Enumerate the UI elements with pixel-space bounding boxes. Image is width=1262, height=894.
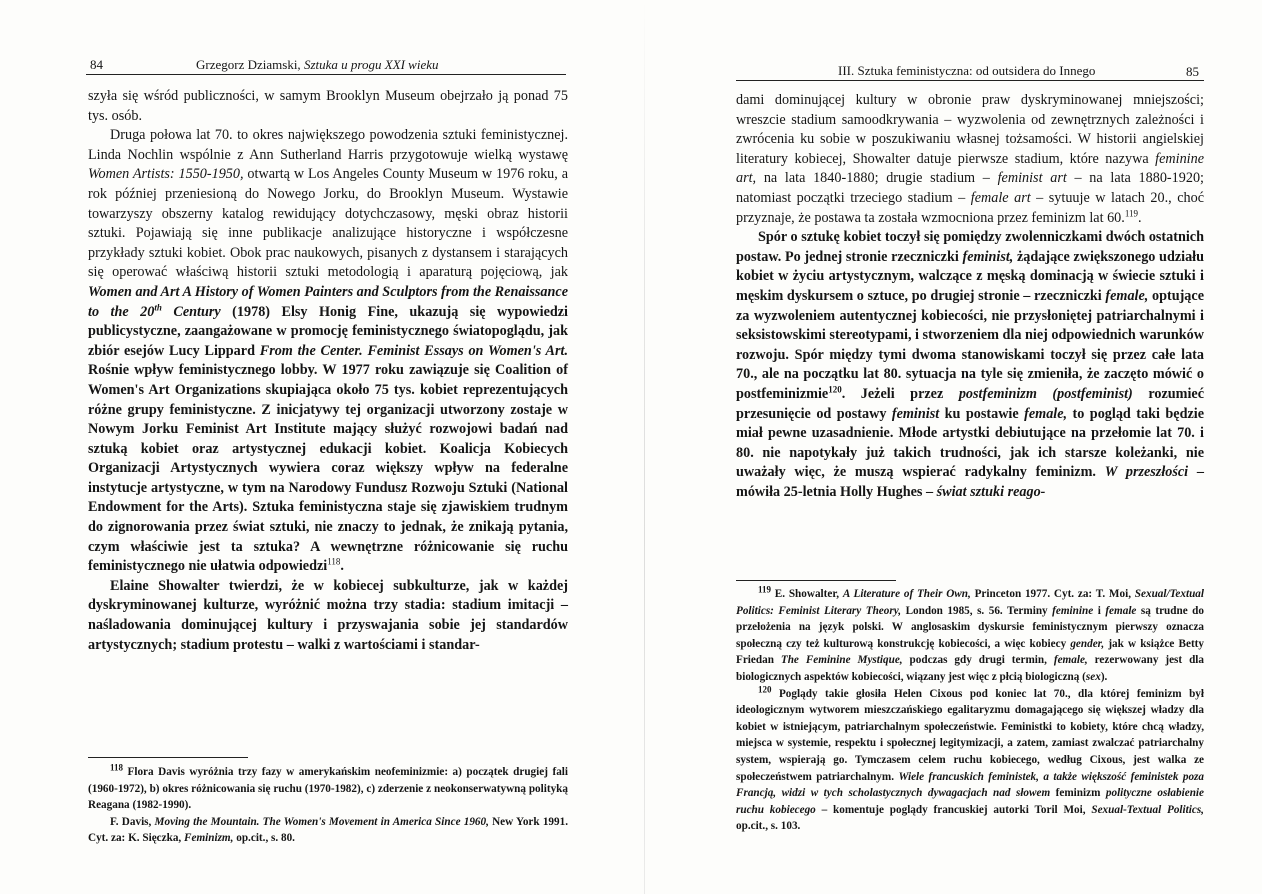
header-book-title: Sztuka u progu XXI wieku xyxy=(303,57,439,72)
right-page xyxy=(642,0,1262,894)
footnote-ref: 120 xyxy=(828,384,842,395)
footnote-118-ref: F. Davis, Moving the Mountain. The Women's Movement in America Since 1960, New York 1991. Cyt. za: K. Sięczka, Feminizm, op.cit., s. 80. xyxy=(88,815,568,845)
paragraph: Elaine Showalter twierdzi, że w kobiecej subkulturze, jak w każdej dyskryminowanej kulturze, wyróżnić można trzy stadia: stadium imitacji – naśladowania dominującej kultury i przyswajania sobie jej standardów artystycznych; stadium protestu – walki z wartościami i standar- xyxy=(88,577,568,653)
paragraph: Druga połowa lat 70. to okres największego powodzenia sztuki feministycznej. Linda Nochlin wspólnie z Ann Sutherland Harris przygotowuje wielką wystawę Women Artists: 1550-1950, otwartą w Los Angeles County Museum w 1976 roku, a rok później przeniesioną do Nowego Jorku, do Brooklyn Museum. Wystawie towarzyszy obszerny katalog rewidujący dotychczasowy, męski obraz historii sztuki. Pojawiają się inne publikacje analizujące historyczne i współczesne przykłady sztuki kobiet. Obok prac naukowych, pisanych z dystansem i starających się operować właściwą historii sztuki metodologią i aparaturą pojęciową, jak Women and Art A History of Women Painters and Sculptors from the Renaissance to the 20th Century (1978) Elsy Honig Fine, ukazują się wypowiedzi publicystyczne, zaangażowane w promocję feministycznego światopoglądu, jak zbiór esejów Lucy Lippard From the Center. Feminist Essays on Women's Art. Rośnie wpływ feministycznego lobby. W 1977 roku zawiązuje się Coalition of Women's Art Organizations skupiająca około 75 tys. kobiet reprezentujących różne grupy feministyczne. Z inicjatywy tej organizacji utworzony zostaje w Nowym Jorku Feminist Art Institute mający służyć rozwojowi badań nad sztuką kobiet oraz artystycznej edukacji kobiet. Koalicja Kobiecych Organizacji Artystycznych wywiera coraz większy wpływ na federalne instytucje artystyczne, w tym na Narodowy Fundusz Rozwoju Sztuki (National Endowment for the Arts). Sztuka feministyczna staje się zjawiskiem trudnym do zignorowania przez świat sztuki, nie znaczy to jednak, że znikają pytania, czym właściwie jest ta sztuka? A wewnętrzne różnicowanie się ruchu feministycznego nie ułatwia odpowiedzi$^{118}$. xyxy=(88,127,568,575)
footnote-119: $^{119}$ E. Showalter, A Literature of Their Own, Princeton 1977. Cyt. za: T. Moi, Sexual/Textual Politics: Feminist Literary Theory, London 1985, s. 56. Terminy feminine i female są trudne do przełożenia na język polski. W anglosaskim dyskursie feministycznym pierwszy oznacza społeczną czy też kulturową konstrukcję kobiecości, a więc kobiecy gender, jak w książce Betty Friedan The Feminine Mystique, podczas gdy drugi termin, female, rezerwowany jest dla biologicznych aspektów kobiecości, wiązany jest więc z płcią biologiczną (sex). xyxy=(736,584,1205,683)
footnote-ref: 119 xyxy=(1124,207,1138,218)
italic-title: From the Center. Feminist Essays on Women's Art. xyxy=(259,342,568,359)
header-rule xyxy=(736,80,1204,81)
footnotes xyxy=(88,764,568,847)
footnote-118: $^{118}$ Flora Davis wyróżnia trzy fazy w amerykańskim neofeminizmie: a) początek drugiej fali (1960-1972), b) okres różnicowania się ruchu (1970-1982), c) zderzenie z neokonserwatywną polityką Reagana (1982-1990). xyxy=(88,762,568,812)
main-text xyxy=(736,91,1204,502)
italic-title: Women Artists: 1550-1950, xyxy=(88,166,244,183)
page-number: 85 xyxy=(1186,64,1199,79)
header-rule xyxy=(86,74,566,75)
footnote-rule xyxy=(88,757,248,758)
paragraph: szyła się wśród publiczności, w samym Brooklyn Museum obejrzało ją ponad 75 tys. osób. xyxy=(88,88,568,124)
header-author: Grzegorz Dziamski, xyxy=(196,57,301,72)
running-header xyxy=(196,57,439,73)
paragraph: dami dominującej kultury w obronie praw dyskryminowanej mniejszości; wreszcie stadium samoodkrywania – wyzwolenia od zewnętrznych zależności i zwrócenia ku sobie w poszukiwaniu własnej tożsamości. W historii angielskiej literatury kobiecej, Showalter datuje pierwsze stadium, które nazywa feminine art, na lata 1840-1880; drugie stadium – feminist art – na lata 1880-1920; natomiast początki trzeciego stadium – female art – sytuuje w latach 20., choć przyznaje, że postawa ta została wzmocniona przez feminizm lat 60.$^{119}$. xyxy=(736,92,1204,226)
paragraph: Spór o sztukę kobiet toczył się pomiędzy zwolenniczkami dwóch ostatnich postaw. Po jednej stronie rzeczniczki feminist, żądające zwiększonego udziału kobiet w życiu artystycznym, walczące z męską dominacją w świecie sztuki i męskim dyskursem o sztuce, po drugiej stronie – rzeczniczki female, optujące za wyzwoleniem autentycznej kobiecości, nie przysłoniętej patriarchalnymi i seksistowskimi stereotypami, i stworzeniem dla niej odpowiednich warunków rozwoju. Spór między tymi dwoma stanowiskami toczył się przez całe lata 70., ale na początku lat 80. sytuacja na tyle się zmieniła, że zaczęto mówić o postfeminizmie$^{120}$. Jeżeli przez postfeminizm (postfeminist) rozumieć przesunięcie od postawy feminist ku postawie female, to pogląd taki będzie miał pewne uzasadnienie. Młode artystki debiutujące na przełomie lat 70. i 80. nie napotykały już takich trudności, jak ich starsze koleżanki, nie uważały więc, że muszą wspierać radykalny feminizm. W przeszłości – mówiła 25-letnia Holly Hughes – świat sztuki reago- xyxy=(736,229,1205,500)
italic-title: Women and Art A History of Women Painters and Sculptors from the Renaissance to the 20th Century xyxy=(88,283,568,320)
left-page xyxy=(0,0,620,894)
footnotes xyxy=(736,586,1204,835)
footnote-rule xyxy=(736,580,896,581)
page-number: 84 xyxy=(90,57,103,72)
footnote-120: $^{120}$ Poglądy takie głosiła Helen Cixous pod koniec lat 70., dla której feminizm był ideologicznym wytworem mieszczańskiego egalitaryzmu domagającego się większej władzy dla kobiet w istniejącym, patriarchalnym społeczeństwie. Feministki to kobiety, które chcą władzy, miejsca w systemie, respektu i społecznej legitymizacji, a zatem, zamiast zwalczać patriarchalny system, wspierają go. Tymczasem celem ruchu kobiecego, według Cixous, jest walka ze społeczeństwem patriarchalnym. Wiele francuskich feministek, a także większość feministek poza Francją, widzi w tych scholastycznych dywagacjach nad słowem feminizm polityczne osłabienie ruchu kobiecego – komentuje poglądy francuskiej autorki Toril Moi, Sexual-Textual Politics, op.cit., s. 103. xyxy=(736,683,1204,833)
main-text xyxy=(88,87,568,655)
footnote-ref: 118 xyxy=(327,556,341,567)
running-header: III. Sztuka feministyczna: od outsidera do Innego xyxy=(838,63,1096,78)
